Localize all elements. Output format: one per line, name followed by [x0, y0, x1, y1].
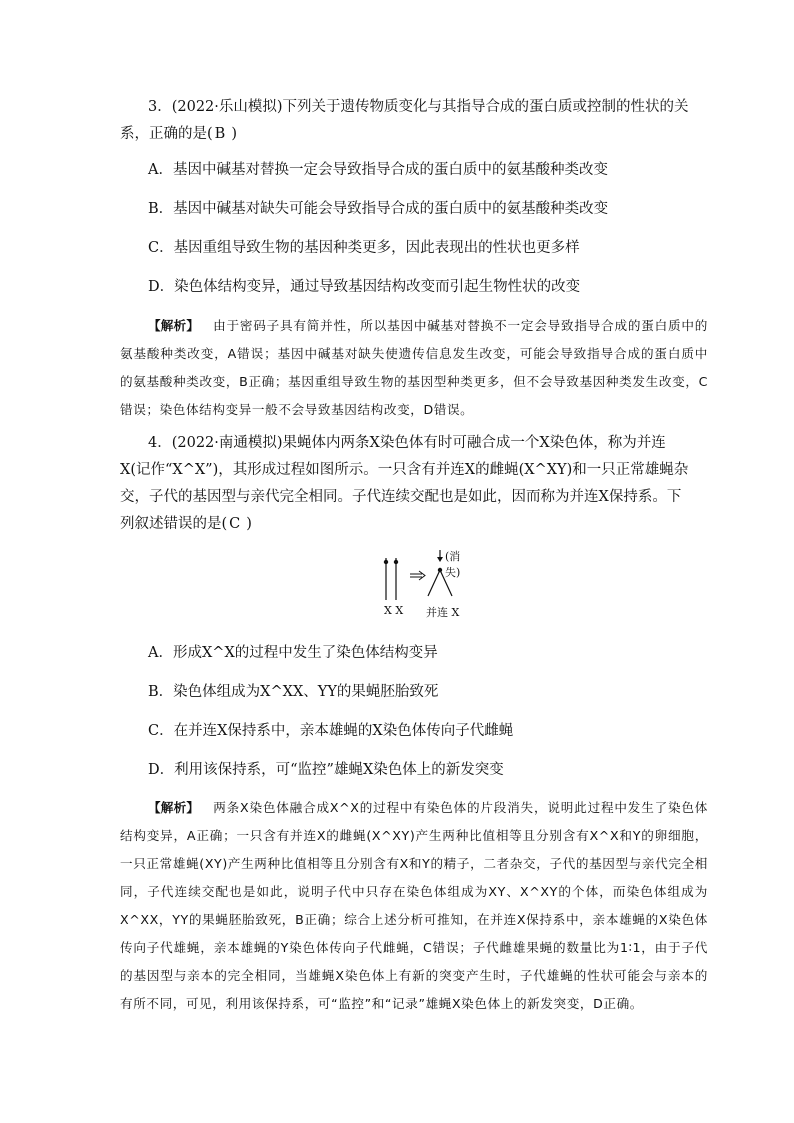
q4-explanation-tag: 【解析】	[148, 800, 200, 815]
q4-option-a: A．形成X^X的过程中发生了染色体结构变异	[148, 645, 438, 661]
arrow-right-icon	[410, 571, 425, 580]
x-chromosome-1-centromere	[384, 560, 388, 564]
q3-option-a: A．基因中碱基对替换一定会导致指导合成的蛋白质中的氨基酸种类改变	[148, 162, 608, 178]
q4-answer: C	[229, 516, 245, 532]
q3-answer: B	[214, 126, 230, 142]
lost-label: (消失)	[445, 550, 461, 579]
fused-x-label: 并连 X	[426, 606, 460, 619]
q4-stem-close: )	[246, 516, 252, 532]
q3-explanation	[120, 312, 708, 424]
q3-stem	[120, 94, 690, 148]
q4-explanation	[120, 794, 708, 1018]
q4-explanation-text: 两条X染色体融合成X^X的过程中有染色体的片段消失，说明此过程中发生了染色体结构变异，A正确；一只含有并连X的雌蝇(X^XY)产生两种比值相等且分别含有X^X和Y的卵细胞，一只正常雄蝇(XY)产生两种比值相等且分别含有X和Y的精子，二者杂交，子代的基因型与亲代完全相同，子代连续交配也是如此，说明子代中只存在染色体组成为XY、X^XY的个体，而染色体组成为X^XX，YY的果蝇胚胎致死，B正确；综合上述分析可推知，在并连X保持系中，亲本雄蝇的X染色体传向子代雄蝇，亲本雄蝇的Y染色体传向子代雌蝇，C错误；子代雌雄果蝇的数量比为1∶1，由于子代的基因型与亲本的完全相同，当雄蝇X染色体上有新的突变产生时，子代雄蝇的性状可能会与亲本的有所不同，可见，利用该保持系，可“监控”和“记录”雄蝇X染色体上的新发突变，D正确。	[120, 800, 709, 1011]
q3-option-c: C．基因重组导致生物的基因种类更多，因此表现出的性状也更多样	[148, 240, 580, 256]
q4-option-c: C．在并连X保持系中，亲本雄蝇的X染色体传向子代雌蝇	[148, 723, 514, 739]
x-chromosome-2-centromere	[394, 560, 398, 564]
q4-option-d: D．利用该保持系，可“监控”雄蝇X染色体上的新发突变	[148, 762, 504, 778]
q4-stem	[120, 430, 690, 538]
chromosome-fusion-figure	[372, 548, 472, 620]
xx-label: X X	[384, 604, 404, 617]
q3-option-b: B．基因中碱基对缺失可能会导致指导合成的蛋白质中的氨基酸种类改变	[148, 201, 609, 217]
q4-option-b: B．染色体组成为X^XX、YY的果蝇胚胎致死	[148, 684, 439, 700]
q3-explanation-tag: 【解析】	[148, 318, 200, 333]
lost-fragment-arrow-icon	[437, 557, 443, 562]
fused-arm-left	[428, 570, 440, 596]
q3-stem-close: )	[231, 126, 237, 142]
q3-stem-text: 3．(2022·乐山模拟)下列关于遗传物质变化与其指导合成的蛋白质或控制的性状的关系，正确的是(	[120, 99, 689, 142]
q3-option-d: D．染色体结构变异，通过导致基因结构改变而引起生物性状的改变	[148, 279, 581, 295]
q3-explanation-text: 由于密码子具有简并性，所以基因中碱基对替换不一定会导致指导合成的蛋白质中的氨基酸种类改变，A错误；基因中碱基对缺失使遗传信息发生改变，可能会导致指导合成的蛋白质中的氨基酸种类改变，B正确；基因重组导致生物的基因型种类更多，但不会导致基因种类发生改变，C错误；染色体结构变异一般不会导致基因结构改变，D错误。	[120, 318, 709, 417]
q4-stem-text: 4．(2022·南通模拟)果蝇体内两条X染色体有时可融合成一个X染色体，称为并连X(记作“X^X”)，其形成过程如图所示。一只含有并连X的雌蝇(X^XY)和一只正常雄蝇杂交，子代的基因型与亲代完全相同。子代连续交配也是如此，因而称为并连X保持系。下列叙述错误的是(	[120, 435, 689, 532]
